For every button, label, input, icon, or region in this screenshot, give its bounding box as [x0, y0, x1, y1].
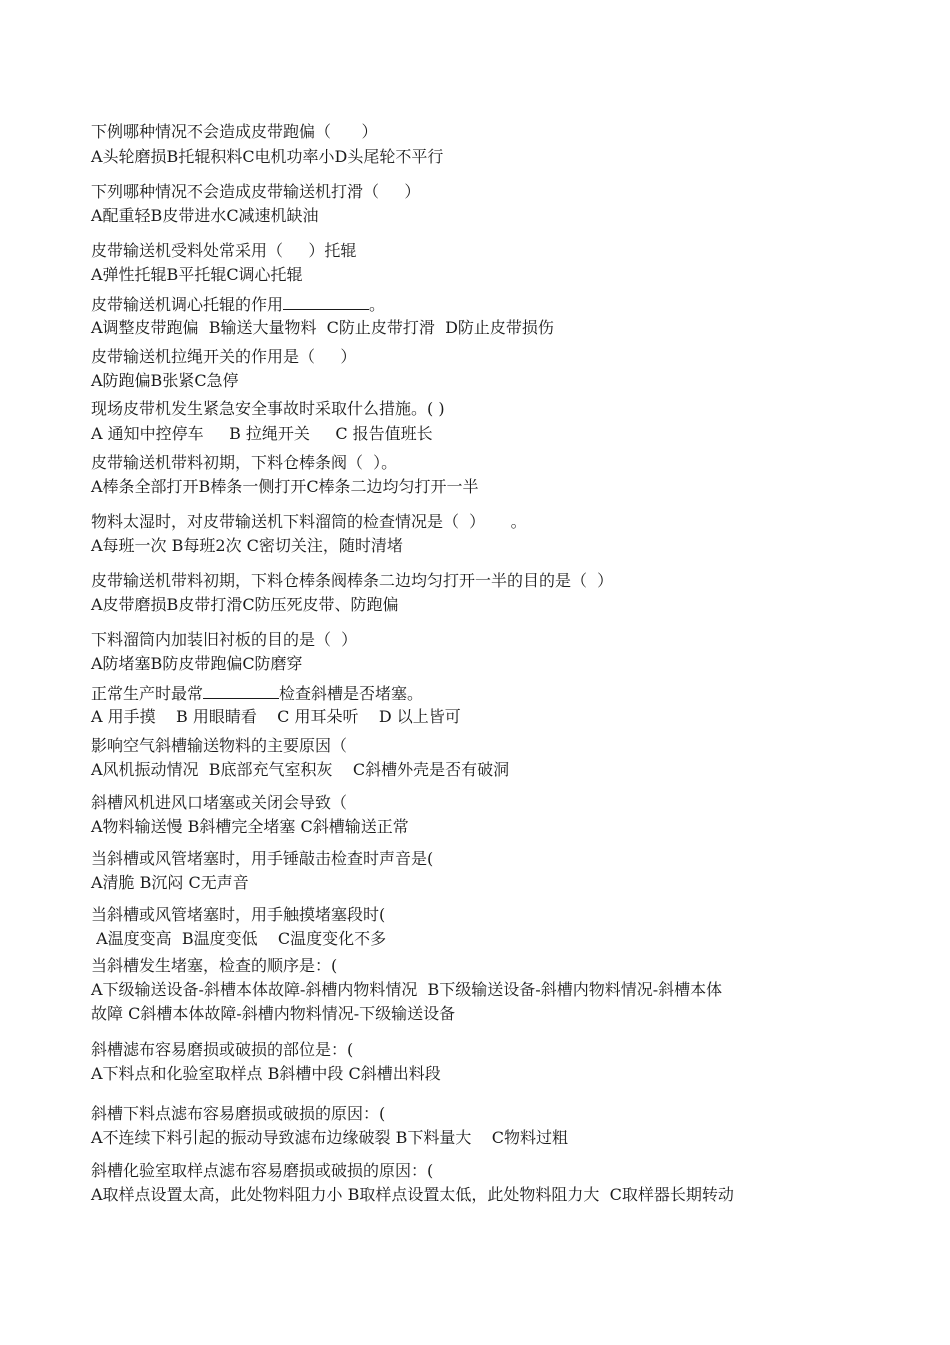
answer-options-1: A头轮磨损B托辊积料C电机功率小D头尾轮不平行 — [91, 147, 444, 166]
answer-options-6: A 通知中控停车 B 拉绳开关 C 报告值班长 — [91, 424, 433, 443]
answer-options-17: A下料点和化验室取样点 B斜槽中段 C斜槽出料段 — [91, 1064, 441, 1083]
question-13: 斜槽风机进风口堵塞或关闭会导致（ — [91, 793, 348, 812]
question-11-end: 检查斜槽是否堵塞。 — [279, 684, 424, 703]
question-16: 当斜槽发生堵塞，检查的顺序是：( — [91, 956, 338, 975]
question-4-end: 。 — [369, 295, 386, 314]
question-9: 皮带输送机带料初期，下料仓棒条阀棒条二边均匀打开一半的目的是（ ） — [91, 571, 614, 590]
answer-options-12: A风机振动情况 B底部充气室积灰 C斜槽外壳是否有破洞 — [91, 760, 510, 779]
answer-options-11: A 用手摸 B 用眼睛看 C 用耳朵听 D 以上皆可 — [91, 707, 461, 726]
question-8: 物料太湿时，对皮带输送机下料溜筒的检查情况是（ ） 。 — [91, 512, 527, 531]
question-1: 下例哪种情况不会造成皮带跑偏（ ） — [91, 122, 378, 141]
answer-options-2: A配重轻B皮带进水C减速机缺油 — [91, 206, 319, 225]
question-7: 皮带输送机带料初期，下料仓棒条阀（ ）。 — [91, 453, 398, 472]
question-5: 皮带输送机拉绳开关的作用是（ ） — [91, 347, 357, 366]
answer-options-4: A调整皮带跑偏 B输送大量物料 C防止皮带打滑 D防止皮带损伤 — [91, 318, 554, 337]
question-14: 当斜槽或风管堵塞时，用手锤敲击检查时声音是( — [91, 849, 434, 868]
answer-options-9: A皮带磨损B皮带打滑C防压死皮带、防跑偏 — [91, 595, 399, 614]
answer-options-3: A弹性托辊B平托辊C调心托辊 — [91, 265, 303, 284]
answer-options-14: A清脆 B沉闷 C无声音 — [91, 873, 249, 892]
answer-options-19: A取样点设置太高，此处物料阻力小 B取样点设置太低，此处物料阻力大 C取样器长期转动 — [91, 1185, 734, 1204]
answer-options-13: A物料输送慢 B斜槽完全堵塞 C斜槽输送正常 — [91, 817, 409, 836]
question-2: 下列哪种情况不会造成皮带输送机打滑（ ） — [91, 182, 421, 201]
question-15: 当斜槽或风管堵塞时，用手触摸堵塞段时( — [91, 905, 386, 924]
answer-options-5: A防跑偏B张紧C急停 — [91, 371, 239, 390]
question-4-text: 皮带输送机调心托辊的作用 — [91, 295, 284, 314]
question-12: 影响空气斜槽输送物料的主要原因（ — [91, 736, 348, 755]
answer-options-15: A温度变高 B温度变低 C温度变化不多 — [91, 929, 387, 948]
answer-options-16-continued: 故障 C斜槽本体故障-斜槽内物料情况-下级输送设备 — [91, 1004, 456, 1023]
answer-options-7: A棒条全部打开B棒条一侧打开C棒条二边均匀打开一半 — [91, 477, 479, 496]
question-18: 斜槽下料点滤布容易磨损或破损的原因：( — [91, 1104, 386, 1123]
answer-options-18: A不连续下料引起的振动导致滤布边缘破裂 B下料量大 C物料过粗 — [91, 1128, 568, 1147]
question-4 — [91, 293, 385, 316]
fill-in-blank — [283, 293, 369, 310]
answer-options-8: A每班一次 B每班2次 C密切关注，随时清堵 — [91, 536, 403, 555]
answer-options-16: A下级输送设备-斜槽本体故障-斜槽内物料情况 B下级输送设备-斜槽内物料情况-斜槽本体 — [91, 980, 723, 999]
question-10: 下料溜筒内加装旧衬板的目的是（ ） — [91, 630, 358, 649]
question-3: 皮带输送机受料处常采用（ ）托辊 — [91, 241, 357, 260]
fill-in-blank — [203, 682, 279, 699]
question-6: 现场皮带机发生紧急安全事故时采取什么措施。( ) — [91, 399, 445, 418]
question-19: 斜槽化验室取样点滤布容易磨损或破损的原因：( — [91, 1161, 434, 1180]
question-11-text: 正常生产时最常 — [91, 684, 204, 703]
answer-options-10: A防堵塞B防皮带跑偏C防磨穿 — [91, 654, 303, 673]
question-11 — [91, 682, 423, 705]
question-17: 斜槽滤布容易磨损或破损的部位是：( — [91, 1040, 354, 1059]
